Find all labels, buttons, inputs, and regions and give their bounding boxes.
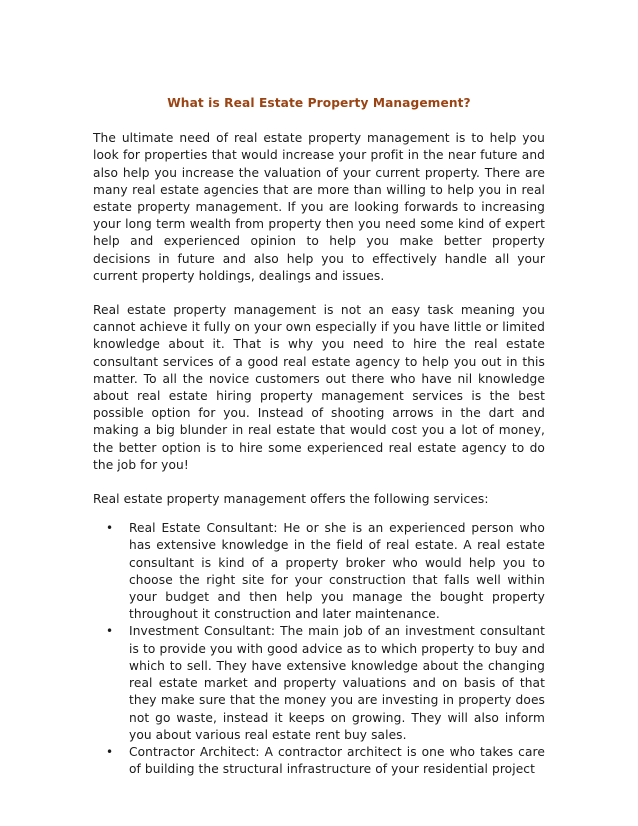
service-real-estate-consultant: Real Estate Consultant: He or she is an experienced person who has extensive knowledge in the field of real estate. A real estate consultant is kind of a property broker who would help you to choose the right site for your construction that falls well within your budget and then help you manage the bought property throughout it construction and later maintenance. xyxy=(129,521,545,622)
document-page xyxy=(93,95,545,778)
service-contractor-architect: Contractor Architect: A contractor architect is one who takes care of building the structural infrastructure of your residential project xyxy=(129,744,545,777)
bullet-icon: • xyxy=(106,744,114,759)
paragraph-intro: The ultimate need of real estate property management is to help you look for properties that would increase your profit in the near future and also help you increase the valuation of your current property. There are many real estate agencies that are more than willing to help you in real estate property management. If you are looking forwards to increasing your long term wealth from property then you need some kind of expert help and experienced opinion to help you make better property decisions in future and also help you to effectively handle all your current property holdings, dealings and issues. xyxy=(93,131,545,283)
services-list xyxy=(93,520,545,778)
paragraph-hiring: Real estate property management is not an easy task meaning you cannot achieve it fully on your own especially if you have little or limited knowledge about it. That is why you need to hire the real estate consultant services of a good real estate agency to help you out in this matter. To all the novice customers out there who have nil knowledge about real estate hiring property management services is the best possible option for you. Instead of shooting arrows in the dart and making a big blunder in real estate that would cost you a lot of money, the better option is to hire some experienced real estate agency to do the job for you! xyxy=(93,303,545,472)
document-title: What is Real Estate Property Management? xyxy=(167,96,471,110)
list-item xyxy=(106,623,545,743)
service-investment-consultant: Investment Consultant: The main job of an investment consultant is to provide you with good advice as to which property to buy and which to sell. They have extensive knowledge about the changing real estate market and property valuations and on basis of that they make sure that the money you are investing in property does not go waste, instead it keeps on growing. They will also inform you about various real estate rent buy sales. xyxy=(129,624,545,742)
paragraph-services-intro: Real estate property management offers the following services: xyxy=(93,492,489,507)
list-item xyxy=(106,744,545,778)
bullet-icon: • xyxy=(106,624,114,639)
bullet-icon: • xyxy=(106,521,114,536)
list-item xyxy=(106,520,545,623)
